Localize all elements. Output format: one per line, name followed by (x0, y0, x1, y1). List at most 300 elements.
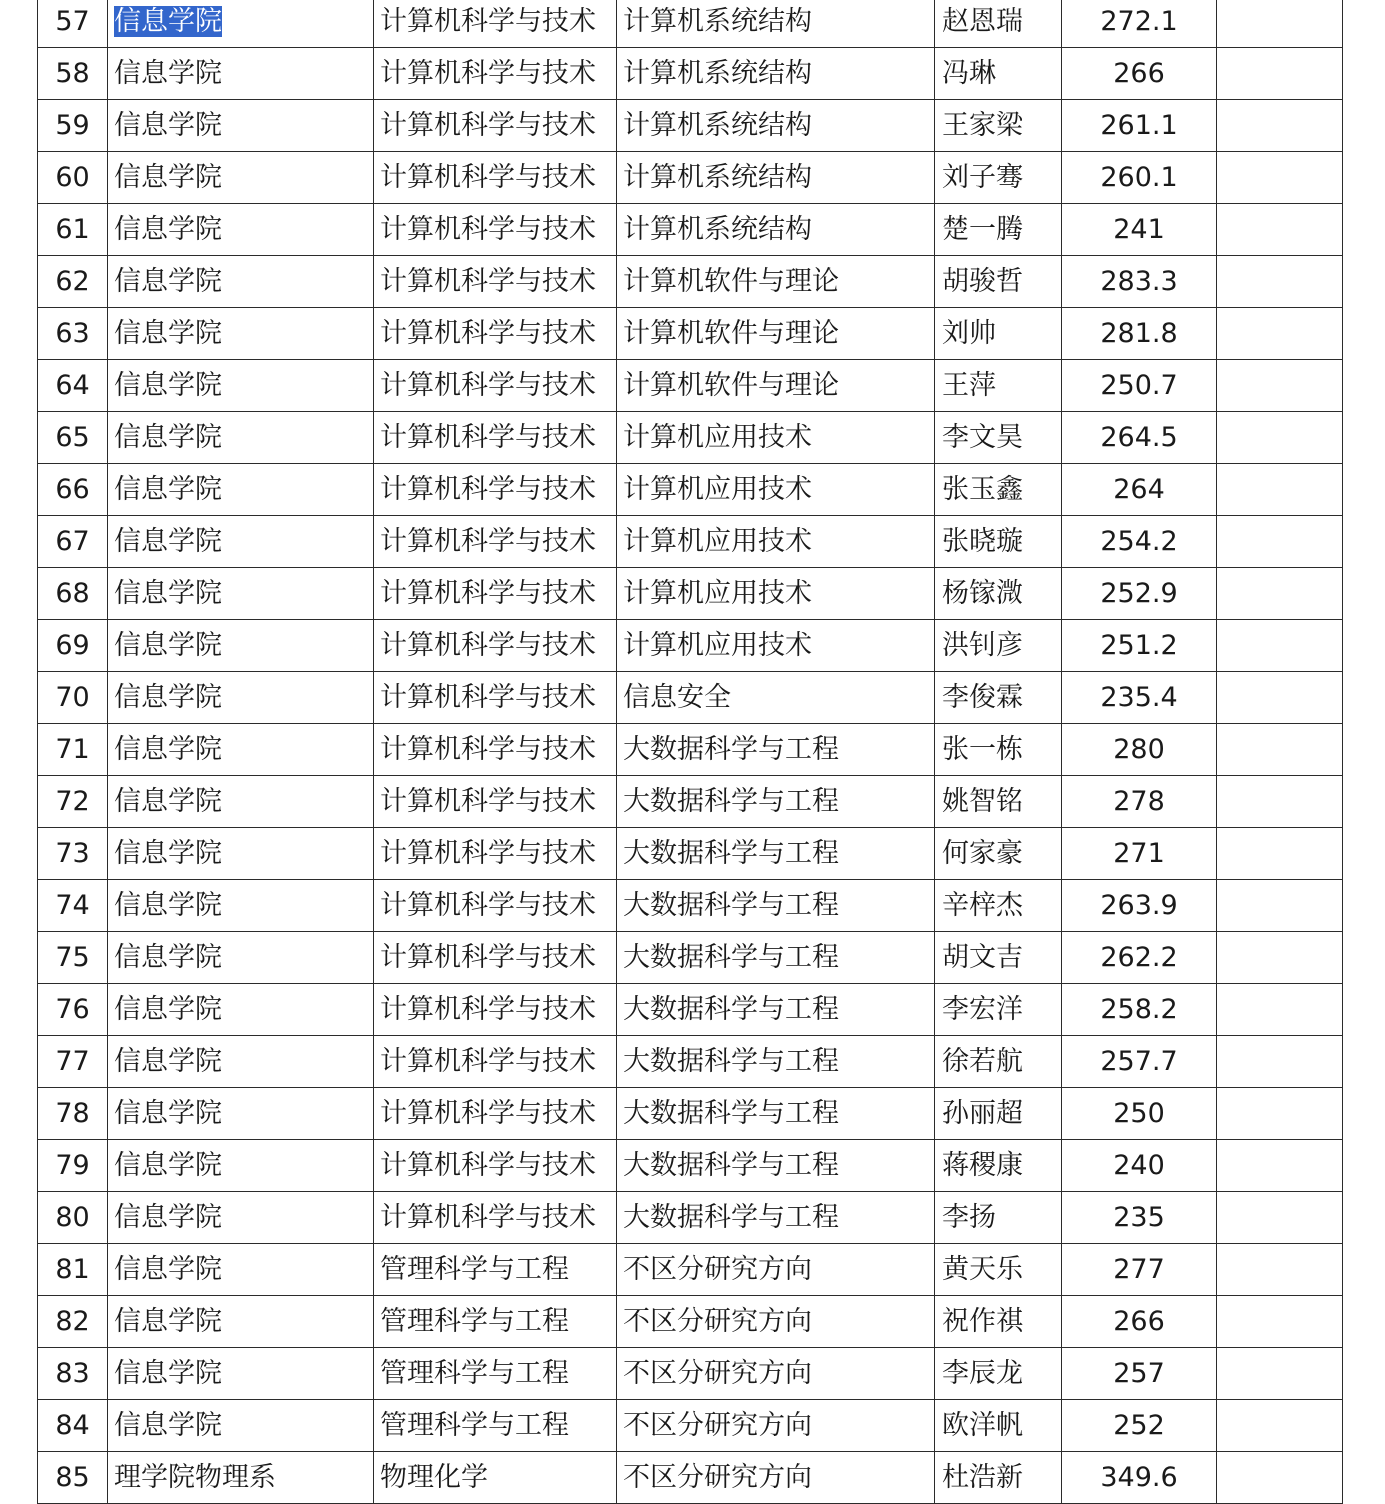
research-direction-cell[interactable] (617, 1192, 935, 1244)
student-name-text: 孙丽超 (942, 1098, 1023, 1129)
research-direction-text: 信息安全 (623, 682, 731, 713)
score-cell[interactable] (1062, 360, 1217, 412)
row-number-cell[interactable] (38, 100, 108, 152)
school-cell[interactable] (108, 1348, 374, 1400)
table-row (38, 1348, 1343, 1400)
row-number-cell[interactable] (38, 152, 108, 204)
major-cell[interactable] (374, 1088, 617, 1140)
school-text: 信息学院 (114, 162, 222, 193)
row-number-text: 81 (55, 1254, 90, 1285)
note-cell[interactable] (1217, 984, 1343, 1036)
note-cell[interactable] (1217, 412, 1343, 464)
note-cell[interactable] (1217, 620, 1343, 672)
major-text: 计算机科学与技术 (380, 1098, 596, 1129)
note-cell[interactable] (1217, 1452, 1343, 1504)
school-cell[interactable] (108, 100, 374, 152)
major-text: 计算机科学与技术 (380, 526, 596, 557)
row-number-cell[interactable] (38, 516, 108, 568)
row-number-cell[interactable] (38, 1244, 108, 1296)
school-cell[interactable] (108, 828, 374, 880)
research-direction-cell[interactable] (617, 1348, 935, 1400)
note-cell[interactable] (1217, 1296, 1343, 1348)
row-number-text: 79 (55, 1150, 90, 1181)
school-cell[interactable] (108, 0, 374, 48)
research-direction-text: 大数据科学与工程 (623, 1150, 839, 1181)
school-cell[interactable] (108, 48, 374, 100)
major-text: 计算机科学与技术 (380, 474, 596, 505)
score-cell[interactable] (1062, 256, 1217, 308)
score-cell[interactable] (1062, 828, 1217, 880)
major-text: 计算机科学与技术 (380, 578, 596, 609)
score-cell[interactable] (1062, 100, 1217, 152)
row-number-text: 60 (55, 162, 90, 193)
score-text: 251.2 (1100, 630, 1178, 661)
research-direction-text: 大数据科学与工程 (623, 942, 839, 973)
major-cell[interactable] (374, 1296, 617, 1348)
score-text: 235 (1113, 1202, 1165, 1233)
student-name-cell[interactable] (935, 1088, 1062, 1140)
school-text: 信息学院 (114, 1306, 222, 1337)
note-cell[interactable] (1217, 1400, 1343, 1452)
row-number-cell[interactable] (38, 932, 108, 984)
research-direction-cell[interactable] (617, 568, 935, 620)
table-row (38, 1192, 1343, 1244)
student-name-text: 胡文吉 (942, 942, 1023, 973)
major-cell[interactable] (374, 0, 617, 48)
row-number-cell[interactable] (38, 464, 108, 516)
student-name-text: 冯琳 (942, 58, 996, 89)
school-cell[interactable] (108, 360, 374, 412)
student-name-cell[interactable] (935, 724, 1062, 776)
school-cell[interactable] (108, 516, 374, 568)
row-number-cell[interactable] (38, 1296, 108, 1348)
row-number-text: 80 (55, 1202, 90, 1233)
student-name-cell[interactable] (935, 1244, 1062, 1296)
school-cell[interactable] (108, 724, 374, 776)
major-cell[interactable] (374, 984, 617, 1036)
score-text: 260.1 (1100, 162, 1178, 193)
score-cell[interactable] (1062, 724, 1217, 776)
major-cell[interactable] (374, 1244, 617, 1296)
research-direction-cell[interactable] (617, 204, 935, 256)
score-text: 261.1 (1100, 110, 1178, 141)
table-row (38, 1244, 1343, 1296)
row-number-text: 61 (55, 214, 90, 245)
score-cell[interactable] (1062, 568, 1217, 620)
research-direction-text: 大数据科学与工程 (623, 1098, 839, 1129)
school-text: 信息学院 (114, 422, 222, 453)
student-name-cell[interactable] (935, 672, 1062, 724)
major-cell[interactable] (374, 256, 617, 308)
research-direction-text: 大数据科学与工程 (623, 890, 839, 921)
research-direction-cell[interactable] (617, 48, 935, 100)
major-cell[interactable] (374, 360, 617, 412)
score-cell[interactable] (1062, 880, 1217, 932)
note-cell[interactable] (1217, 1036, 1343, 1088)
student-name-cell[interactable] (935, 568, 1062, 620)
score-text: 266 (1113, 1306, 1165, 1337)
student-name-cell[interactable] (935, 984, 1062, 1036)
major-cell[interactable] (374, 1452, 617, 1504)
major-cell[interactable] (374, 1400, 617, 1452)
research-direction-cell[interactable] (617, 1088, 935, 1140)
row-number-cell[interactable] (38, 360, 108, 412)
major-cell[interactable] (374, 516, 617, 568)
row-number-text: 77 (55, 1046, 90, 1077)
score-text: 235.4 (1100, 682, 1178, 713)
table-row (38, 568, 1343, 620)
student-name-text: 刘帅 (942, 318, 996, 349)
student-name-cell[interactable] (935, 1452, 1062, 1504)
major-text: 计算机科学与技术 (380, 838, 596, 869)
research-direction-cell[interactable] (617, 932, 935, 984)
score-cell[interactable] (1062, 412, 1217, 464)
row-number-text: 65 (55, 422, 90, 453)
note-cell[interactable] (1217, 1088, 1343, 1140)
score-text: 254.2 (1100, 526, 1178, 557)
research-direction-cell[interactable] (617, 776, 935, 828)
major-text: 物理化学 (380, 1462, 488, 1493)
row-number-cell[interactable] (38, 724, 108, 776)
major-text: 计算机科学与技术 (380, 318, 596, 349)
research-direction-cell[interactable] (617, 0, 935, 48)
school-cell[interactable] (108, 1140, 374, 1192)
note-cell[interactable] (1217, 0, 1343, 48)
note-cell[interactable] (1217, 256, 1343, 308)
score-cell[interactable] (1062, 932, 1217, 984)
note-cell[interactable] (1217, 568, 1343, 620)
research-direction-cell[interactable] (617, 620, 935, 672)
row-number-cell[interactable] (38, 828, 108, 880)
student-name-cell[interactable] (935, 256, 1062, 308)
school-cell[interactable] (108, 1452, 374, 1504)
research-direction-cell[interactable] (617, 828, 935, 880)
major-cell[interactable] (374, 1348, 617, 1400)
note-cell[interactable] (1217, 204, 1343, 256)
school-cell[interactable] (108, 1036, 374, 1088)
row-number-cell[interactable] (38, 880, 108, 932)
school-cell[interactable] (108, 568, 374, 620)
score-text: 277 (1113, 1254, 1165, 1285)
table-row (38, 360, 1343, 412)
student-name-cell[interactable] (935, 360, 1062, 412)
score-text: 240 (1113, 1150, 1165, 1181)
note-cell[interactable] (1217, 828, 1343, 880)
row-number-cell[interactable] (38, 256, 108, 308)
school-text: 理学院物理系 (114, 1462, 276, 1493)
major-cell[interactable] (374, 1036, 617, 1088)
note-cell[interactable] (1217, 880, 1343, 932)
student-name-text: 李宏洋 (942, 994, 1023, 1025)
school-cell[interactable] (108, 1244, 374, 1296)
student-name-text: 祝作祺 (942, 1306, 1023, 1337)
table-row (38, 152, 1343, 204)
score-cell[interactable] (1062, 672, 1217, 724)
major-cell[interactable] (374, 464, 617, 516)
school-cell[interactable] (108, 1296, 374, 1348)
major-cell[interactable] (374, 412, 617, 464)
major-cell[interactable] (374, 620, 617, 672)
score-cell[interactable] (1062, 464, 1217, 516)
research-direction-cell[interactable] (617, 1036, 935, 1088)
row-number-cell[interactable] (38, 1140, 108, 1192)
student-name-cell[interactable] (935, 1192, 1062, 1244)
score-text: 264.5 (1100, 422, 1178, 453)
research-direction-cell[interactable] (617, 100, 935, 152)
major-cell[interactable] (374, 672, 617, 724)
row-number-cell[interactable] (38, 1036, 108, 1088)
student-name-cell[interactable] (935, 620, 1062, 672)
school-cell[interactable] (108, 776, 374, 828)
student-name-cell[interactable] (935, 1400, 1062, 1452)
table-row (38, 1296, 1343, 1348)
row-number-text: 84 (55, 1410, 90, 1441)
score-cell[interactable] (1062, 776, 1217, 828)
school-cell[interactable] (108, 1400, 374, 1452)
score-cell[interactable] (1062, 1192, 1217, 1244)
note-cell[interactable] (1217, 672, 1343, 724)
school-cell[interactable] (108, 464, 374, 516)
row-number-cell[interactable] (38, 984, 108, 1036)
note-cell[interactable] (1217, 308, 1343, 360)
score-cell[interactable] (1062, 620, 1217, 672)
research-direction-cell[interactable] (617, 672, 935, 724)
score-cell[interactable] (1062, 1400, 1217, 1452)
score-cell[interactable] (1062, 516, 1217, 568)
school-cell[interactable] (108, 1192, 374, 1244)
score-cell[interactable] (1062, 1088, 1217, 1140)
score-cell[interactable] (1062, 1036, 1217, 1088)
student-name-cell[interactable] (935, 308, 1062, 360)
research-direction-text: 大数据科学与工程 (623, 786, 839, 817)
table-row (38, 1036, 1343, 1088)
student-name-cell[interactable] (935, 776, 1062, 828)
row-number-text: 83 (55, 1358, 90, 1389)
research-direction-cell[interactable] (617, 360, 935, 412)
row-number-cell[interactable] (38, 776, 108, 828)
student-name-cell[interactable] (935, 464, 1062, 516)
score-text: 349.6 (1100, 1462, 1178, 1493)
major-cell[interactable] (374, 776, 617, 828)
row-number-cell[interactable] (38, 1400, 108, 1452)
major-cell[interactable] (374, 828, 617, 880)
row-number-cell[interactable] (38, 48, 108, 100)
student-name-cell[interactable] (935, 932, 1062, 984)
student-name-cell[interactable] (935, 1296, 1062, 1348)
row-number-cell[interactable] (38, 672, 108, 724)
note-cell[interactable] (1217, 776, 1343, 828)
row-number-text: 57 (55, 6, 90, 37)
research-direction-text: 计算机应用技术 (623, 630, 812, 661)
research-direction-text: 大数据科学与工程 (623, 838, 839, 869)
school-cell[interactable] (108, 256, 374, 308)
school-text: 信息学院 (114, 110, 222, 141)
research-direction-text: 计算机系统结构 (623, 6, 812, 37)
score-cell[interactable] (1062, 152, 1217, 204)
major-cell[interactable] (374, 204, 617, 256)
score-text: 263.9 (1100, 890, 1178, 921)
school-cell[interactable] (108, 672, 374, 724)
note-cell[interactable] (1217, 1192, 1343, 1244)
row-number-cell[interactable] (38, 0, 108, 48)
major-cell[interactable] (374, 308, 617, 360)
note-cell[interactable] (1217, 1244, 1343, 1296)
student-name-text: 胡骏哲 (942, 266, 1023, 297)
research-direction-cell[interactable] (617, 984, 935, 1036)
table-row (38, 620, 1343, 672)
research-direction-text: 计算机系统结构 (623, 214, 812, 245)
major-text: 管理科学与工程 (380, 1306, 569, 1337)
row-number-text: 82 (55, 1306, 90, 1337)
student-name-cell[interactable] (935, 1348, 1062, 1400)
table-row (38, 516, 1343, 568)
research-direction-cell[interactable] (617, 412, 935, 464)
major-cell[interactable] (374, 880, 617, 932)
major-cell[interactable] (374, 724, 617, 776)
row-number-text: 70 (55, 682, 90, 713)
note-cell[interactable] (1217, 100, 1343, 152)
student-name-cell[interactable] (935, 516, 1062, 568)
school-cell[interactable] (108, 932, 374, 984)
row-number-cell[interactable] (38, 204, 108, 256)
research-direction-text: 不区分研究方向 (623, 1306, 812, 1337)
table-row (38, 828, 1343, 880)
row-number-cell[interactable] (38, 568, 108, 620)
school-cell[interactable] (108, 984, 374, 1036)
student-name-text: 李扬 (942, 1202, 996, 1233)
research-direction-text: 计算机系统结构 (623, 58, 812, 89)
note-cell[interactable] (1217, 932, 1343, 984)
table-row (38, 412, 1343, 464)
student-name-text: 蒋稷康 (942, 1150, 1023, 1181)
major-text: 计算机科学与技术 (380, 370, 596, 401)
note-cell[interactable] (1217, 464, 1343, 516)
student-name-text: 李俊霖 (942, 682, 1023, 713)
research-direction-cell[interactable] (617, 464, 935, 516)
score-text: 250 (1113, 1098, 1165, 1129)
table-row (38, 0, 1343, 48)
school-text: 信息学院 (114, 1410, 222, 1441)
student-name-cell[interactable] (935, 880, 1062, 932)
score-cell[interactable] (1062, 1244, 1217, 1296)
score-cell[interactable] (1062, 1140, 1217, 1192)
school-cell[interactable] (108, 1088, 374, 1140)
score-cell[interactable] (1062, 48, 1217, 100)
school-cell[interactable] (108, 152, 374, 204)
note-cell[interactable] (1217, 152, 1343, 204)
score-cell[interactable] (1062, 204, 1217, 256)
major-cell[interactable] (374, 568, 617, 620)
school-cell[interactable] (108, 620, 374, 672)
student-name-text: 王家梁 (942, 110, 1023, 141)
row-number-text: 85 (55, 1462, 90, 1493)
school-text: 信息学院 (114, 578, 222, 609)
school-cell[interactable] (108, 308, 374, 360)
research-direction-cell[interactable] (617, 1140, 935, 1192)
table-row (38, 100, 1343, 152)
student-name-cell[interactable] (935, 152, 1062, 204)
major-cell[interactable] (374, 48, 617, 100)
research-direction-cell[interactable] (617, 1296, 935, 1348)
score-cell[interactable] (1062, 1348, 1217, 1400)
table-row (38, 48, 1343, 100)
row-number-cell[interactable] (38, 1452, 108, 1504)
research-direction-cell[interactable] (617, 880, 935, 932)
note-cell[interactable] (1217, 48, 1343, 100)
school-cell[interactable] (108, 204, 374, 256)
note-cell[interactable] (1217, 724, 1343, 776)
student-name-cell[interactable] (935, 828, 1062, 880)
row-number-text: 64 (55, 370, 90, 401)
score-cell[interactable] (1062, 0, 1217, 48)
row-number-cell[interactable] (38, 1192, 108, 1244)
score-text: 257 (1113, 1358, 1165, 1389)
school-cell[interactable] (108, 880, 374, 932)
research-direction-text: 计算机系统结构 (623, 110, 812, 141)
research-direction-cell[interactable] (617, 1452, 935, 1504)
research-direction-cell[interactable] (617, 152, 935, 204)
student-name-cell[interactable] (935, 204, 1062, 256)
note-cell[interactable] (1217, 516, 1343, 568)
major-cell[interactable] (374, 932, 617, 984)
major-text: 计算机科学与技术 (380, 682, 596, 713)
score-cell[interactable] (1062, 1452, 1217, 1504)
table-row (38, 776, 1343, 828)
student-name-text: 李辰龙 (942, 1358, 1023, 1389)
score-cell[interactable] (1062, 984, 1217, 1036)
major-cell[interactable] (374, 100, 617, 152)
research-direction-cell[interactable] (617, 516, 935, 568)
school-text: 信息学院 (114, 630, 222, 661)
row-number-cell[interactable] (38, 1348, 108, 1400)
row-number-cell[interactable] (38, 412, 108, 464)
major-text: 管理科学与工程 (380, 1410, 569, 1441)
major-text: 计算机科学与技术 (380, 266, 596, 297)
row-number-text: 78 (55, 1098, 90, 1129)
major-text: 计算机科学与技术 (380, 1202, 596, 1233)
research-direction-cell[interactable] (617, 1400, 935, 1452)
row-number-cell[interactable] (38, 1088, 108, 1140)
major-text: 计算机科学与技术 (380, 214, 596, 245)
major-text: 计算机科学与技术 (380, 890, 596, 921)
score-cell[interactable] (1062, 308, 1217, 360)
student-name-text: 姚智铭 (942, 786, 1023, 817)
note-cell[interactable] (1217, 1348, 1343, 1400)
school-text: 信息学院 (114, 1202, 222, 1233)
major-cell[interactable] (374, 1192, 617, 1244)
research-direction-cell[interactable] (617, 308, 935, 360)
student-name-cell[interactable] (935, 1140, 1062, 1192)
research-direction-cell[interactable] (617, 724, 935, 776)
school-cell[interactable] (108, 412, 374, 464)
row-number-cell[interactable] (38, 620, 108, 672)
major-cell[interactable] (374, 1140, 617, 1192)
research-direction-cell[interactable] (617, 256, 935, 308)
research-direction-text: 大数据科学与工程 (623, 1046, 839, 1077)
score-cell[interactable] (1062, 1296, 1217, 1348)
row-number-cell[interactable] (38, 308, 108, 360)
note-cell[interactable] (1217, 1140, 1343, 1192)
student-name-cell[interactable] (935, 48, 1062, 100)
research-direction-cell[interactable] (617, 1244, 935, 1296)
student-name-cell[interactable] (935, 100, 1062, 152)
student-name-cell[interactable] (935, 0, 1062, 48)
major-cell[interactable] (374, 152, 617, 204)
student-name-cell[interactable] (935, 1036, 1062, 1088)
school-text: 信息学院 (114, 266, 222, 297)
note-cell[interactable] (1217, 360, 1343, 412)
student-name-cell[interactable] (935, 412, 1062, 464)
